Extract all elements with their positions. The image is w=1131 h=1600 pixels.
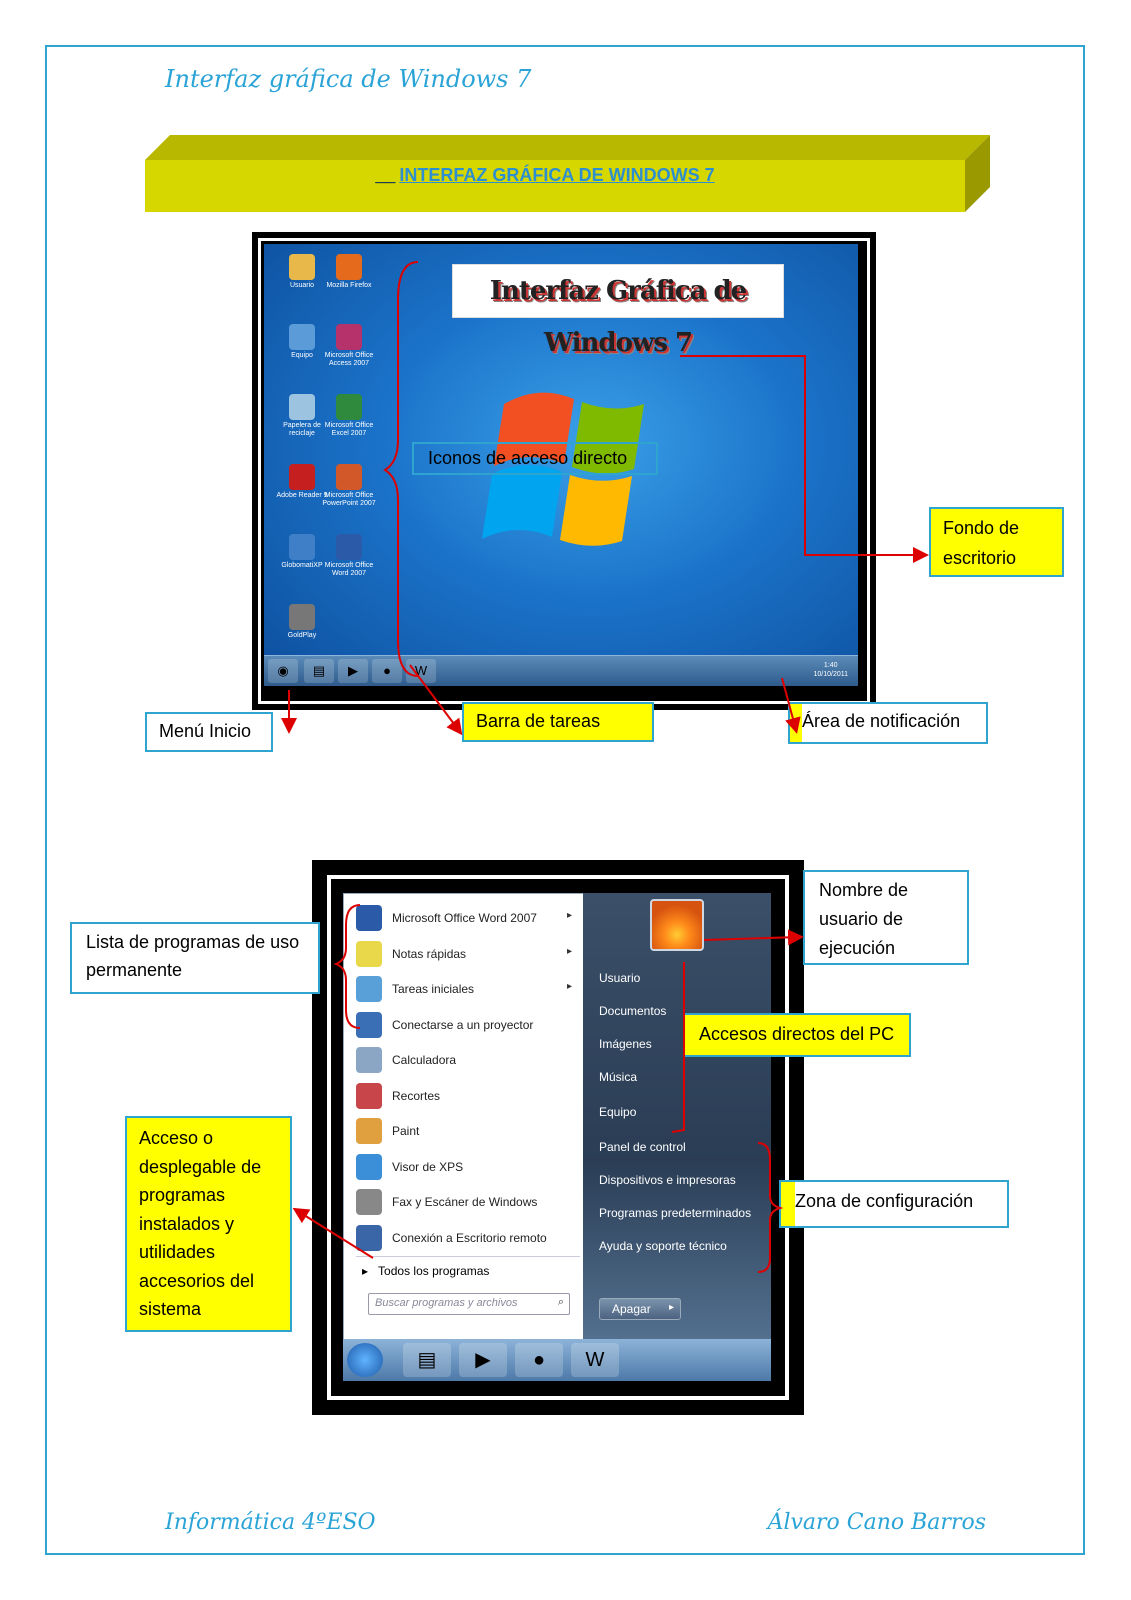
start-menu-link[interactable]: Programas predeterminados (599, 1206, 752, 1220)
desktop-icon-label: Mozilla Firefox (326, 282, 372, 289)
start-menu-link[interactable]: Equipo (599, 1105, 637, 1119)
start-menu-link[interactable]: Usuario (599, 971, 641, 985)
desktop-icon-label: Microsoft Office Word 2007 (324, 562, 374, 577)
folder-icon: ▤ (312, 663, 326, 678)
program-label: Tareas iniciales (392, 982, 475, 996)
chevron-right-icon[interactable]: ▸ (566, 981, 572, 992)
desktop-icon-label: Adobe Reader 9 (276, 492, 328, 499)
media-icon: ▶ (348, 663, 358, 678)
clock-date: 10/10/2011 (813, 671, 848, 678)
start-menu-link[interactable]: Panel de control (599, 1140, 686, 1154)
firefox-icon: ● (383, 663, 391, 678)
search-icon: ⌕ (557, 1296, 564, 1308)
desktop-icon-label: Papelera de reciclaje (283, 422, 321, 437)
start-menu-link[interactable]: Imágenes (599, 1037, 652, 1051)
firefox-icon: ● (532, 1349, 546, 1371)
program-label: Visor de XPS (392, 1159, 464, 1174)
program-label: Conectarse a un proyector (392, 1017, 534, 1032)
start-menu-link[interactable]: Música (599, 1070, 638, 1084)
folder-icon: ▤ (417, 1349, 437, 1371)
callout-accesos-pc: Accesos directos del PC (683, 1013, 911, 1057)
word-icon: W (585, 1349, 605, 1371)
callout-acceso: Acceso o desplegable de programas instalados y utilidades accesorios del sistema (125, 1116, 292, 1332)
clock-time: 1:40 (823, 662, 838, 669)
title-art: Interfaz Gráfica de Windows 7 (452, 264, 784, 318)
banner-lead: __ (375, 165, 396, 185)
word-icon: W (414, 663, 428, 678)
start-menu-link[interactable]: Dispositivos e impresoras (599, 1173, 736, 1187)
all-programs-label: Todos los programas (378, 1264, 490, 1278)
callout-lista: Lista de programas de uso permanente (70, 922, 320, 994)
program-label: Conexión a Escritorio remoto (392, 1230, 547, 1245)
footer-right: Álvaro Cano Barros (767, 1510, 986, 1535)
chevron-right-icon: ▸ (668, 1302, 674, 1313)
desktop-icon-label: Microsoft Office PowerPoint 2007 (322, 492, 376, 507)
banner-title: INTERFAZ GRÁFICA DE WINDOWS 7 (399, 165, 715, 185)
chevron-right-icon: ▸ (362, 1264, 369, 1278)
callout-nombre-usuario: Nombre de usuario de ejecución (803, 870, 969, 965)
callout-zona-config: Zona de configuración (779, 1180, 1009, 1228)
callout-notificacion: Área de notificación (788, 702, 988, 744)
program-label: Recortes (392, 1088, 441, 1103)
search-placeholder: Buscar programas y archivos (375, 1297, 518, 1309)
desktop-icon-label: Usuario (289, 282, 315, 289)
chevron-right-icon[interactable]: ▸ (566, 910, 572, 921)
program-label: Microsoft Office Word 2007 (392, 911, 537, 925)
page-header: Interfaz gráfica de Windows 7 (165, 65, 532, 93)
start-menu-link[interactable]: Documentos (599, 1004, 667, 1018)
media-icon: ▶ (475, 1349, 491, 1371)
callout-fondo: Fondo de escritorio (929, 507, 1064, 577)
program-label: Paint (392, 1124, 420, 1138)
desktop-icon-label: GlobomatiXP (281, 562, 323, 569)
program-label: Calculadora (392, 1053, 457, 1067)
chevron-right-icon[interactable]: ▸ (566, 945, 572, 957)
desktop-icon-label: Equipo (291, 352, 313, 359)
callout-barra-tareas: Barra de tareas (462, 702, 654, 742)
desktop-icon-label: Microsoft Office Access 2007 (324, 352, 374, 367)
callout-iconos: Iconos de acceso directo (412, 442, 658, 475)
desktop-icon-label: Microsoft Office Excel 2007 (324, 422, 374, 437)
callout-menu-inicio: Menú Inicio (145, 712, 273, 752)
shutdown-label: Apagar (612, 1302, 651, 1316)
program-label: Notas rápidas (392, 946, 467, 961)
program-label: Fax y Escáner de Windows (392, 1195, 538, 1209)
windows-orb-icon: ◉ (277, 663, 289, 678)
desktop-icon-label: GoldPlay (287, 632, 317, 639)
footer-left: Informática 4ºESO (165, 1510, 376, 1535)
start-menu-link[interactable]: Ayuda y soporte técnico (599, 1239, 727, 1253)
